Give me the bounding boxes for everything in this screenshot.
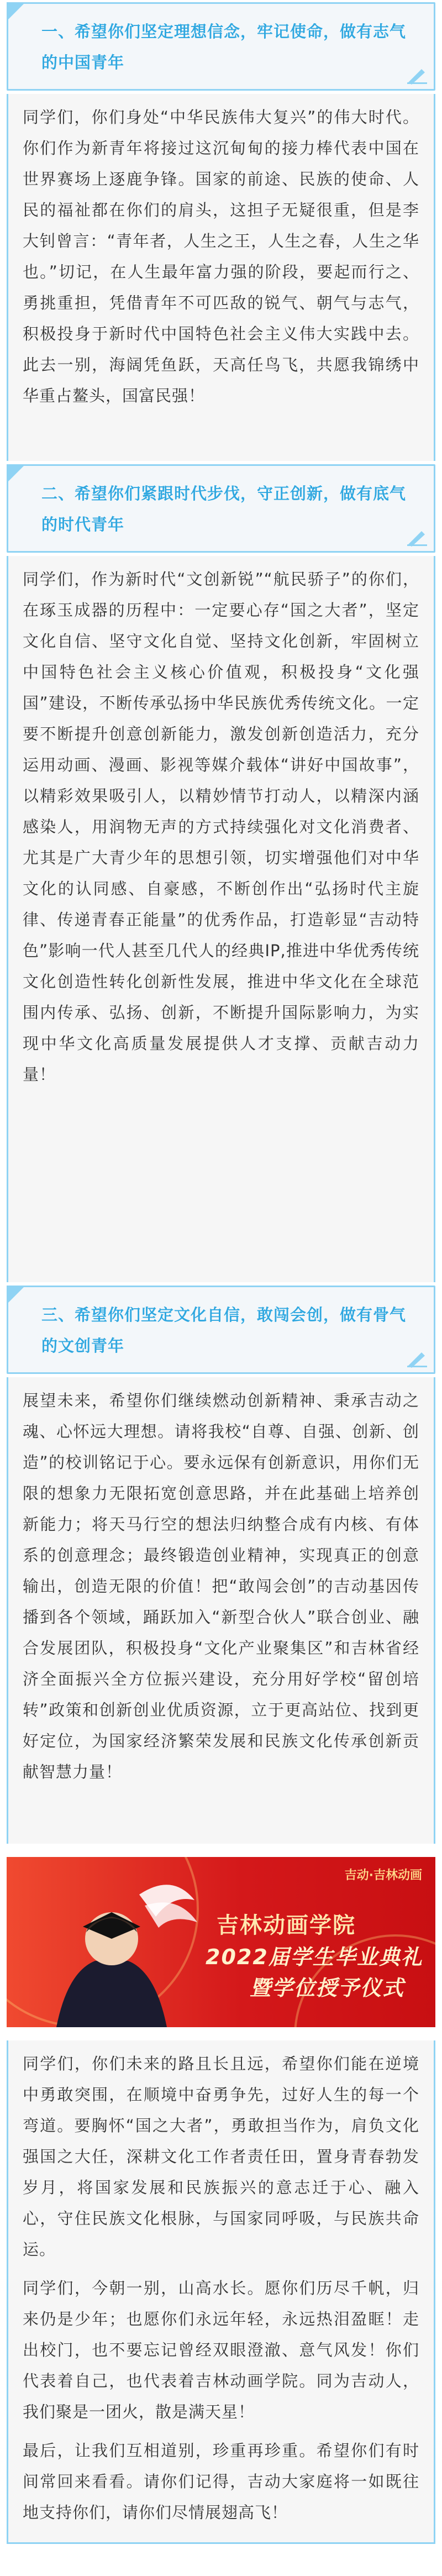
pen-deco-icon (406, 66, 428, 85)
corner-decoration (7, 1286, 25, 1304)
graduation-banner-image (7, 1857, 435, 2027)
banner-title: 吉林动画学院 (217, 1913, 356, 1938)
section-3-paragraph: 展望未来，希望你们继续燃动创新精神、秉承吉动之魂、心怀远大理想。请将我校“自尊、自强、创新、创造”的校训铭记于心。要永远保有创新意识，用你们无限的想象力无限拓宽创意思路，并在此基础上培养创新能力；将天马行空的想法归纳整合成有内核、有体系的创意理念；最终锻造创业精神，实现真正的创意输出，创造无限的价值！把“敢闯会创”的吉动基因传播到各个领域，踊跃加入“新型合伙人”联合创业、融合发展团队，积极投身“文化产业聚集区”和吉林省经济全面振兴全方位振兴建设，充分用好学校“留创培转”政策和创新创业优质资源，立于更高站位、找到更好定位，为国家经济繁荣发展和民族文化传承创新贡献智慧力量！ (23, 1391, 419, 1781)
section-1-heading: 一、希望你们坚定理想信念，牢记使命，做有志气的中国青年 (41, 22, 407, 72)
section-2 (7, 464, 435, 1282)
section-3-body (7, 1377, 435, 1844)
pen-deco-icon (406, 1349, 428, 1368)
corner-decoration (7, 464, 25, 483)
banner-subtitle: 2022届学生毕业典礼 (206, 1945, 423, 1969)
section-2-paragraph: 同学们，作为新时代“文创新锐”“航民骄子”的你们，在琢玉成器的历程中：一定要心存“国之大者”，坚定文化自信、坚守文化自觉、坚持文化创新，牢固树立中国特色社会主义核心价值观，积极投身“文化强国”建设，不断传承弘扬中华民族优秀传统文化。一定要不断提升创意创新能力，激发创新创造活力，充分运用动画、漫画、影视等媒介载体“讲好中国故事”，以精彩效果吸引人，以精妙情节打动人，以精深内涵感染人，用润物无声的方式持续强化对文化消费者、尤其是广大青少年的思想引领，切实增强他们对中华文化的认同感、自豪感，不断创作出“弘扬时代主旋律、传递青春正能量”的优秀作品，打造彰显“吉动特色”影响一代人甚至几代人的经典IP,推进中华优秀传统文化创造性转化创新性发展，推进中华文化在全球范围内传承、弘扬、创新，不断提升国际影响力，为实现中华文化高质量发展提供人才支撑、贡献吉动力量！ (23, 570, 419, 1084)
section-1-paragraph: 同学们，你们身处“中华民族伟大复兴”的伟大时代。你们作为新青年将接过这沉甸甸的接力棒代表中国在世界赛场上逐鹿争锋。国家的前途、民族的使命、人民的福祉都在你们的肩头，这担子无疑很重，但是李大钊曾言：“青年者，人生之王，人生之春，人生之华也。”切记，在人生最年富力强的阶段，要起而行之、勇挑重担，凭借青年不可匹敌的锐气、朝气与志气，积极投身于新时代中国特色社会主义伟大实践中去。此去一别，海阔凭鱼跃，天高任鸟飞，共愿我锦绣中华重占鳌头，国富民强！ (23, 108, 419, 405)
closing-paragraph: 最后，让我们互相道别，珍重再珍重。希望你们有时间常回来看看。请你们记得，吉动大家庭将一如既往地支持你们，请你们尽情展翅高飞！ (23, 2441, 419, 2522)
graduate-illustration-icon (34, 1861, 200, 2027)
section-1 (7, 2, 435, 461)
corner-decoration (7, 2, 25, 21)
section-1-heading-box (7, 2, 435, 91)
section-2-heading: 二、希望你们紧跟时代步伐，守正创新，做有底气的时代青年 (41, 484, 407, 534)
banner-subtitle-2: 暨学位授予仪式 (250, 1976, 405, 2000)
school-logo: 吉动·吉林动画 (344, 1869, 422, 1882)
section-2-body (7, 556, 435, 1282)
section-3-heading-box (7, 1286, 435, 1374)
section-3-heading: 三、希望你们坚定文化自信，敢闯会创，做有骨气的文创青年 (41, 1305, 407, 1355)
article (7, 0, 435, 2544)
closing-paragraph: 同学们，今朝一别，山高水长。愿你们历尽千帆，归来仍是少年；也愿你们永远年轻，永远热泪盈眶！走出校门，也不要忘记曾经双眼澄澈、意气风发！你们代表着自己，也代表着吉林动画学院。同为吉动人，我们聚是一团火，散是满天星！ (23, 2279, 419, 2421)
section-3 (7, 1286, 435, 1844)
closing-body (7, 2040, 435, 2544)
section-1-body (7, 94, 435, 461)
section-2-heading-box (7, 464, 435, 553)
closing-paragraph: 同学们，你们未来的路且长且远，希望你们能在逆境中勇敢突围，在顺境中奋勇争先，过好人生的每一个弯道。要胸怀“国之大者”，勇敢担当作为，肩负文化强国之大任，深耕文化工作者责任田，置身青春勃发岁月，将国家发展和民族振兴的意志迁于心、融入心，守住民族文化根脉，与国家同呼吸，与民族共命运。 (23, 2054, 419, 2259)
pen-deco-icon (406, 528, 428, 547)
